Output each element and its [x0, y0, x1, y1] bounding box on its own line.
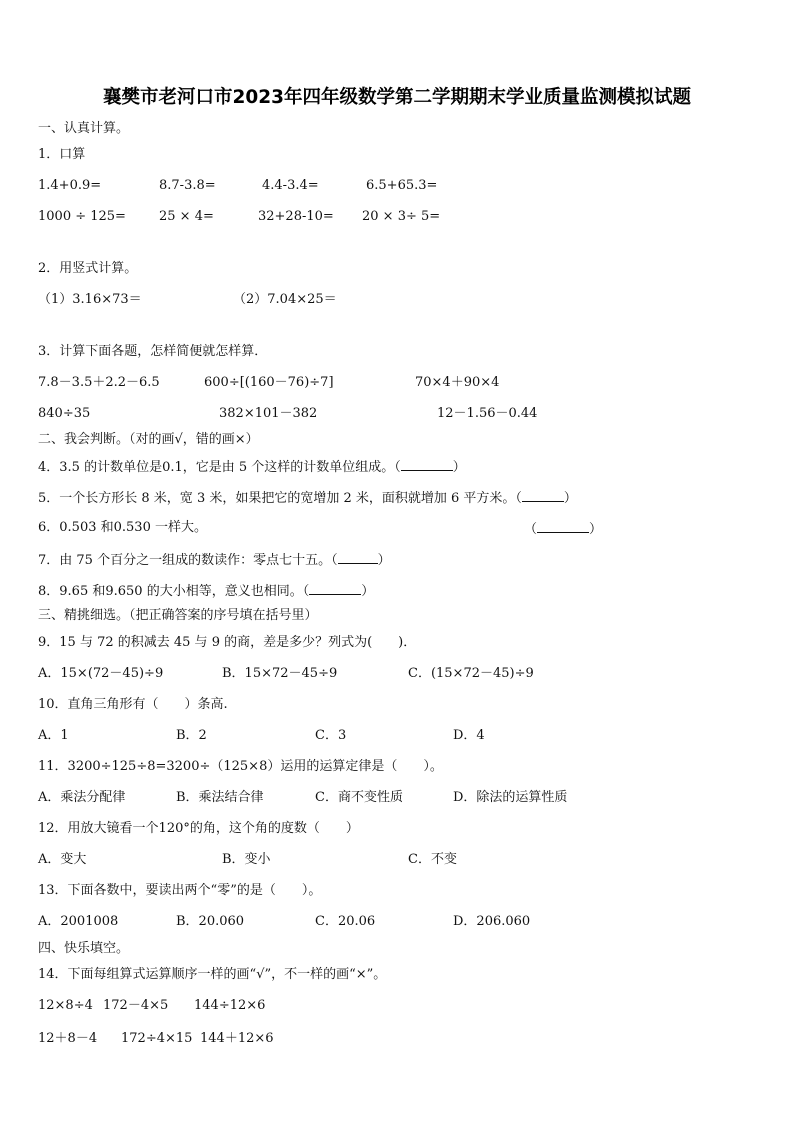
oral-calc-item: 1.4+0.9= [38, 178, 102, 193]
simplify-calc-item: 600÷[(160－76)÷7] [204, 375, 334, 390]
answer-blank[interactable] [401, 458, 453, 471]
question-text: 8．9.65 和9.650 的大小相等，意义也相同。（ [38, 584, 310, 599]
question-text: 6．0.503 和0.530 一样大。 [38, 520, 207, 535]
open-paren: （ [524, 522, 538, 537]
simplify-calc-item: 70×4＋90×4 [415, 375, 500, 390]
option-a[interactable]: A．变大 [38, 852, 87, 867]
choice-question-13: 13．下面各数中，要读出两个“零”的是（ ）。 [38, 883, 322, 898]
oral-calc-item: 25 × 4= [159, 209, 214, 224]
judgement-question-7 [38, 551, 391, 569]
choice-question-12: 12．用放大镜看一个120°的角，这个角的度数（ ） [38, 821, 359, 836]
question-2-label: 2．用竖式计算。 [38, 261, 138, 276]
judgement-question-5 [38, 489, 577, 507]
option-d[interactable]: D．206.060 [453, 914, 531, 929]
simplify-calc-item: 12－1.56－0.44 [437, 406, 538, 421]
option-c[interactable]: C．3 [315, 728, 347, 743]
oral-calc-item: 8.7-3.8= [159, 178, 216, 193]
close-paren: ） [589, 522, 603, 537]
choice-question-10: 10．直角三角形有（ ）条高. [38, 697, 228, 712]
oral-calc-item: 4.4-3.4= [262, 178, 319, 193]
oral-calc-item: 6.5+65.3= [366, 178, 438, 193]
option-c[interactable]: C．20.06 [315, 914, 376, 929]
question-text: 5．一个长方形长 8 米，宽 3 米，如果把它的宽增加 2 米，面积就增加 6 平方米。（ [38, 491, 522, 506]
option-d[interactable]: D．除法的运算性质 [453, 790, 568, 805]
judgement-question-6-answer [524, 520, 602, 538]
section-heading-choice: 三、精挑细选。（把正确答案的序号填在括号里） [38, 608, 318, 623]
vertical-calc-item: （2）7.04×25＝ [233, 292, 337, 307]
option-a[interactable]: A．2001008 [38, 914, 119, 929]
judgement-question-4 [38, 458, 466, 476]
question-text: 7．由 75 个百分之一组成的数读作：零点七十五。（ [38, 553, 338, 568]
option-c[interactable]: C．(15×72－45)÷9 [408, 666, 534, 681]
simplify-calc-item: 840÷35 [38, 406, 91, 421]
oral-calc-item: 32+28-10= [258, 209, 334, 224]
question-text: 4．3.5 的计数单位是0.1，它是由 5 个这样的计数单位组成。（ [38, 460, 401, 475]
option-a[interactable]: A．乘法分配律 [38, 790, 126, 805]
answer-blank[interactable] [309, 582, 361, 595]
oral-calc-item: 20 × 3÷ 5= [362, 209, 441, 224]
option-b[interactable]: B．2 [176, 728, 207, 743]
expression-item: 12×8÷4 [38, 998, 93, 1013]
vertical-calc-item: （1）3.16×73＝ [38, 292, 142, 307]
option-d[interactable]: D．4 [453, 728, 485, 743]
close-paren: ） [377, 553, 391, 568]
oral-calc-item: 1000 ÷ 125= [38, 209, 126, 224]
judgement-question-8 [38, 582, 374, 600]
option-b[interactable]: B．变小 [222, 852, 271, 867]
option-a[interactable]: A．15×(72－45)÷9 [38, 666, 164, 681]
option-b[interactable]: B．乘法结合律 [176, 790, 264, 805]
question-3-label: 3．计算下面各题，怎样简便就怎样算． [38, 344, 268, 359]
expression-item: 172÷4×15 [121, 1031, 193, 1046]
simplify-calc-item: 7.8－3.5＋2.2－6.5 [38, 375, 160, 390]
fill-question-14: 14．下面每组算式运算顺序一样的画“√”，不一样的画“×”。 [38, 967, 387, 982]
section-heading-calculation: 一、认真计算。 [38, 121, 130, 136]
close-paren: ） [361, 584, 375, 599]
close-paren: ） [452, 460, 466, 475]
option-c[interactable]: C．不变 [408, 852, 457, 867]
simplify-calc-item: 382×101－382 [219, 406, 318, 421]
option-b[interactable]: B．20.060 [176, 914, 245, 929]
question-1-label: 1．口算 [38, 147, 86, 162]
choice-question-11: 11．3200÷125÷8=3200÷（125×8）运用的运算定律是（ ）。 [38, 759, 443, 774]
expression-item: 144÷12×6 [194, 998, 266, 1013]
option-b[interactable]: B．15×72－45÷9 [222, 666, 338, 681]
option-c[interactable]: C．商不变性质 [315, 790, 403, 805]
section-heading-fill-in: 四、快乐填空。 [38, 941, 130, 956]
section-heading-judgement: 二、我会判断。（对的画√，错的画×） [38, 432, 259, 447]
page-title: 襄樊市老河口市2023年四年级数学第二学期期末学业质量监测模拟试题 [103, 87, 691, 108]
answer-blank[interactable] [522, 489, 564, 502]
expression-item: 144＋12×6 [200, 1031, 274, 1046]
expression-item: 12＋8－4 [38, 1031, 98, 1046]
answer-blank[interactable] [537, 520, 589, 533]
answer-blank[interactable] [338, 551, 378, 564]
expression-item: 172－4×5 [103, 998, 169, 1013]
judgement-question-6 [38, 520, 207, 536]
choice-question-9: 9．15 与 72 的积减去 45 与 9 的商，差是多少？列式为( )． [38, 635, 417, 650]
option-a[interactable]: A．1 [38, 728, 69, 743]
close-paren: ） [563, 491, 577, 506]
